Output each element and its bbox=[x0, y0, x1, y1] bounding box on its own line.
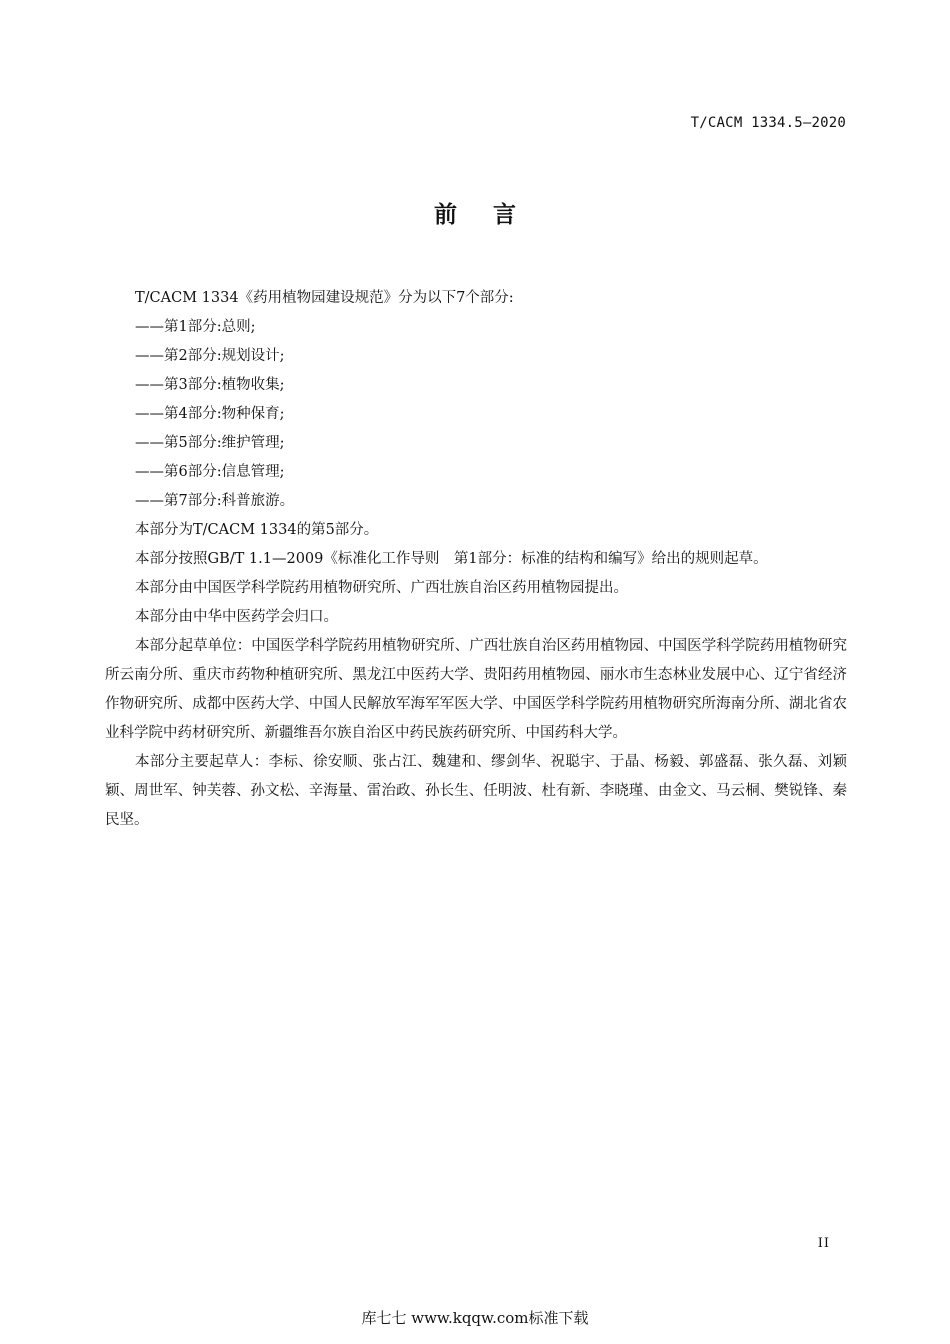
list-item: ——第3部分:植物收集; bbox=[135, 377, 285, 393]
paragraph: 本部分由中华中医药学会归口。 bbox=[135, 609, 338, 625]
list-item: ——第5部分:维护管理; bbox=[135, 435, 285, 451]
list-item: ——第6部分:信息管理; bbox=[135, 464, 285, 480]
footer-watermark: 库七七 www.kqqw.com标准下载 bbox=[361, 1309, 589, 1327]
list-item: ——第1部分:总则; bbox=[135, 319, 256, 335]
list-item: ——第2部分:规划设计; bbox=[135, 348, 285, 364]
paragraph: 本部分为T/CACM 1334的第5部分。 bbox=[135, 522, 379, 538]
list-item: ——第4部分:物种保育; bbox=[135, 406, 285, 422]
paragraph: 本部分按照GB/T 1.1—2009《标准化工作导则 第1部分：标准的结构和编写》给出的规则起草。 bbox=[135, 551, 768, 567]
page-title: 前言 bbox=[434, 202, 552, 228]
intro-paragraph: T/CACM 1334《药用植物园建设规范》分为以下7个部分: bbox=[135, 290, 514, 306]
list-item: ——第7部分:科普旅游。 bbox=[135, 493, 295, 509]
document-body bbox=[105, 284, 847, 835]
page-number: II bbox=[817, 1236, 830, 1251]
drafters-paragraph: 本部分主要起草人：李标、徐安顺、张占江、魏建和、缪剑华、祝聪宇、于晶、杨毅、郭盛磊、张久磊、刘颖颖、周世军、钟芙蓉、孙文松、辛海量、雷治政、孙长生、任明波、杜有新、李晓瑾、由金文、马云桐、樊锐锋、秦民坚。 bbox=[105, 754, 847, 828]
drafting-units-paragraph: 本部分起草单位：中国医学科学院药用植物研究所、广西壮族自治区药用植物园、中国医学科学院药用植物研究所云南分所、重庆市药物种植研究所、黑龙江中医药大学、贵阳药用植物园、丽水市生态林业发展中心、辽宁省经济作物研究所、成都中医药大学、中国人民解放军海军军医大学、中国医学科学院药用植物研究所海南分所、湖北省农业科学院中药材研究所、新疆维吾尔族自治区中药民族药研究所、中国药科大学。 bbox=[105, 638, 847, 741]
paragraph: 本部分由中国医学科学院药用植物研究所、广西壮族自治区药用植物园提出。 bbox=[135, 580, 628, 596]
document-code: T/CACM 1334.5—2020 bbox=[690, 115, 846, 131]
